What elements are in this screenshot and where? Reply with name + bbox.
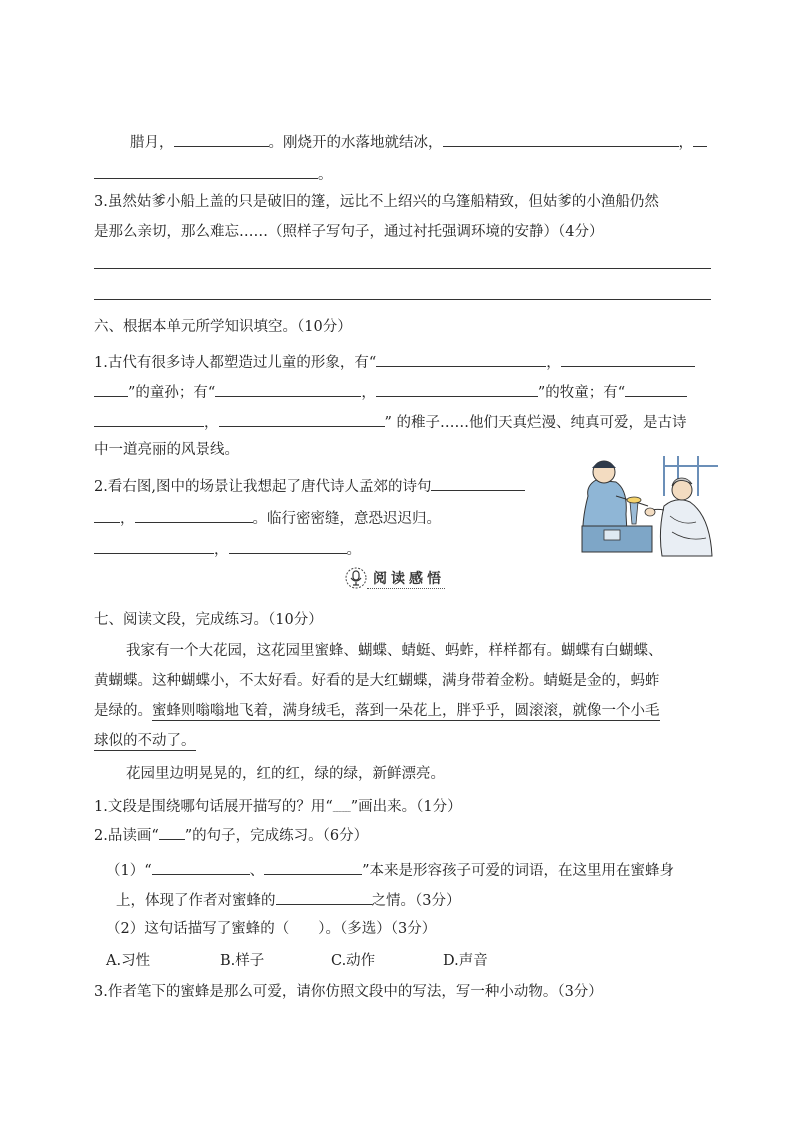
underlined-sentence: 球似的不动了。 [94,733,196,749]
wavy-line-mark: ﹏﹏ [332,804,351,814]
option-c[interactable]: C.动作 [331,953,376,969]
answer-blank[interactable] [219,410,385,427]
passage-line-4 [94,731,196,751]
sec6-q2-line-1: 2.看右图,图中的场景让我想起了唐代诗人孟郊的诗句 [94,474,525,497]
fill-line-1: 腊月， 。刚烧开的水落地就结冰， ， [130,130,707,153]
passage-line-3: 是绿的。蜜蜂则嗡嗡地飞着，满身绒毛，落到一朵花上，胖乎乎，圆滚滚，就像一个小毛 [94,703,660,719]
sec7-q2-sub2: （2）这句话描写了蜜蜂的（ ）。（多选）（3分） [106,921,437,937]
answer-line[interactable] [94,268,711,269]
answer-blank[interactable] [276,888,372,905]
sec6-q1-line-1: 1.古代有很多诗人都塑造过儿童的形象，有“ ， [94,350,695,373]
section-7-heading: 七、阅读文段，完成练习。（10分） [94,612,323,628]
question-3-line-1: 3.虽然姑爹小船上盖的只是破旧的篷，远比不上绍兴的乌篷船精致，但姑爹的小渔船仍然 [94,194,659,210]
sec6-q2-line-3: ， 。 [94,537,361,560]
answer-blank[interactable] [94,380,128,397]
straight-line-mark [159,827,185,840]
answer-blank[interactable] [693,130,707,147]
answer-blank[interactable] [174,130,269,147]
answer-blank[interactable] [376,380,538,397]
option-b[interactable]: B.样子 [220,953,265,969]
banner-title: 阅读感悟 [373,571,445,587]
answer-blank[interactable] [264,858,362,875]
mother-sewing-illustration [578,456,718,558]
reading-section-banner [345,566,445,590]
sec7-q2-heading: 2.品读画“ ”的句子，完成练习。（6分） [94,828,369,844]
answer-blank[interactable] [94,410,204,427]
answer-blank[interactable] [229,537,347,554]
answer-line[interactable] [94,299,711,300]
sec6-q1-line-3: ， ” 的稚子……他们天真烂漫、纯真可爱，是古诗 [94,410,687,433]
answer-blank[interactable] [625,380,687,397]
option-d[interactable]: D.声音 [443,953,488,969]
microphone-icon [345,567,367,589]
passage-paragraph-2: 花园里边明晃晃的，红的红，绿的绿，新鲜漂亮。 [126,766,445,782]
sec6-q2-line-2: ， 。临行密密缝，意恐迟迟归。 [94,506,441,529]
answer-blank[interactable] [215,380,361,397]
answer-blank[interactable] [152,858,250,875]
banner-dotted-rule [367,588,445,589]
sec7-q2-sub1-line-1: （1）“ 、 ”本来是形容孩子可爱的词语，在这里用在蜜蜂身 [106,858,674,881]
option-a[interactable]: A.习性 [106,953,151,969]
passage-line-1: 我家有一个大花园，这花园里蜜蜂、蝴蝶、蜻蜓、蚂蚱，样样都有。蝴蝶有白蝴蝶、 [126,643,663,659]
section-6-heading: 六、根据本单元所学知识填空。（10分） [94,319,352,335]
answer-blank[interactable] [135,506,253,523]
sec7-q1: 1.文段是围绕哪句话展开描写的？用“﹏﹏”画出来。（1分） [94,799,462,815]
answer-blank[interactable] [561,350,695,367]
passage-line-2: 黄蝴蝶。这种蝴蝶小，不太好看。好看的是大红蝴蝶，满身带着金粉。蜻蜓是金的，蚂蚱 [94,673,660,689]
sec6-q1-line-4: 中一道亮丽的风景线。 [94,442,239,458]
sec6-q1-line-2: ”的童孙；有“ ， ”的牧童；有“ [94,380,687,403]
question-3-line-2: 是那么亲切，那么难忘……（照样子写句子，通过衬托强调环境的安静）（4分） [94,224,604,240]
sec7-q3: 3.作者笔下的蜜蜂是那么可爱，请你仿照文段中的写法，写一种小动物。（3分） [94,984,603,1000]
answer-blank[interactable] [376,350,546,367]
answer-blank[interactable] [443,130,679,147]
underlined-sentence: 蜜蜂则嗡嗡地飞着，满身绒毛，落到一朵花上，胖乎乎，圆滚滚，就像一个小毛 [152,703,660,719]
answer-blank[interactable] [94,506,120,523]
sec7-q2-sub1-line-2: 上，体现了作者对蜜蜂的 之情。（3分） [116,888,460,911]
answer-blank[interactable] [94,162,318,179]
fill-line-2: 。 [94,162,333,185]
answer-blank[interactable] [94,537,214,554]
answer-blank[interactable] [431,474,525,491]
